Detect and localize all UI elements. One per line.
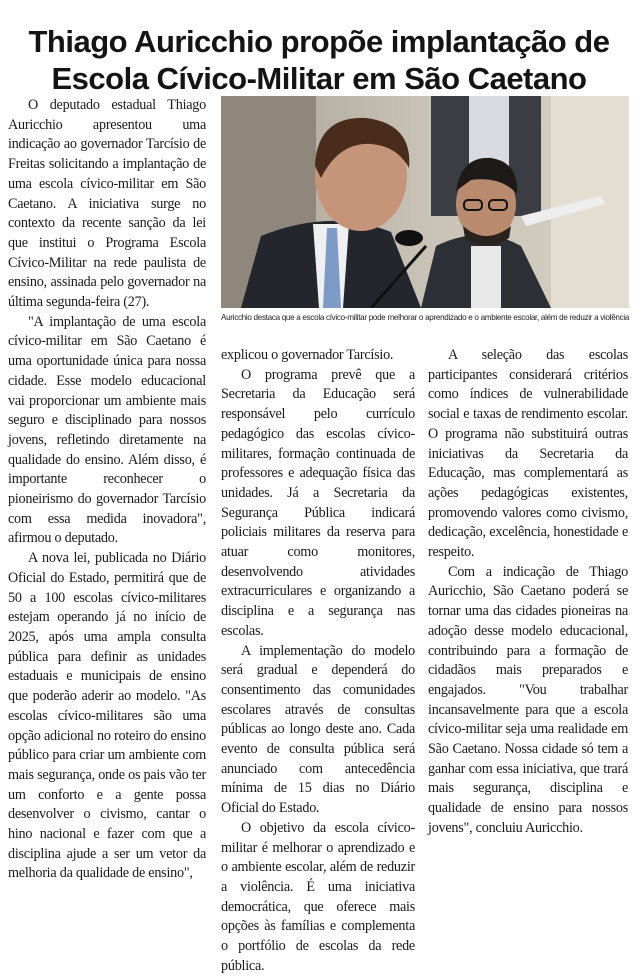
photo-deputy-at-microphone — [221, 96, 629, 308]
photo-caption: Auricchio destaca que a escola cívico-militar pode melhorar o aprendizado e o ambiente escolar, além de reduzir a violência — [221, 313, 630, 322]
article-paragraph: A nova lei, publicada no Diário Oficial do Estado, permitirá que de 50 a 100 escolas cívico-militares estejam operando já no início de 2025, após uma ampla consulta pública para definir as unidades estaduais e municipais de ensino que poderão aderir ao modelo. "As escolas cívico-militares são uma opção adicional no roteiro do ensino público para criar um ambiente com mais segurança, onde os pais vão ter um conforto e a gente possa desenvolver o civismo, cantar o hino nacional e fazer com que a disciplina ajude a ser um vetor da melhoria da qualidade de ensino", — [8, 550, 206, 882]
article-paragraph: O programa prevê que a Secretaria da Educação será responsável pelo currículo pedagógico das escolas cívico-militares, formação continuada de professores e adequação física das unidades. Já a Secretaria da Segurança Pública indicará policiais militares da reserva para atuar como monitores, desenvolvendo atividades extracurriculares e organizando a disciplina e a segurança nas escolas. — [221, 366, 415, 639]
article-paragraph: "A implantação de uma escola cívico-militar em São Caetano é uma oportunidade única para nossa cidade. Esse modelo educacional vai proporcionar um ambiente mais seguro e disciplinado para nossos jovens, refletindo diretamente na qualidade do ensino. Além disso, é importante reconhecer o pioneirismo do governador Tarcísio com essa medida inovadora", afirmou o deputado. — [8, 313, 206, 547]
article-column-1 — [8, 96, 206, 884]
article-paragraph: Com a indicação de Thiago Auricchio, São Caetano poderá se tornar uma das cidades pioneiras na adoção desse modelo educacional, contribuindo para a formação de cidadãos mais preparados e engajados. "Vou trabalhar incansavelmente para que a escola cívico-militar seja uma realidade em São Caetano. Nossa cidade só tem a ganhar com essa iniciativa, que trará mais segurança, disciplina e qualidade de ensino para nossos jovens", concluiu Auricchio. — [428, 563, 628, 836]
article-paragraph: A seleção das escolas participantes considerará critérios como índices de vulnerabilidade social e taxas de rendimento escolar. O programa não substituirá outras iniciativas da Secretaria da Educação, mas complementará as ações pedagógicas existentes, promovendo valores como civismo, dedicação, excelência, honestidade e respeito. — [428, 347, 628, 561]
article-column-3 — [428, 346, 628, 839]
article-paragraph: A implementação do modelo será gradual e dependerá do consentimento das comunidades escolares através de consultas públicas ao longo deste ano. Cada evento de consulta pública será anunciado com antecedência mínima de 15 dias no Diário Oficial do Estado. — [221, 642, 415, 817]
article-column-2 — [221, 346, 415, 977]
article-paragraph: O deputado estadual Thiago Auricchio apresentou uma indicação ao governador Tarcísio de Freitas solicitando a implantação de uma escola cívico-militar em São Caetano. A iniciativa surge no contexto da recente sanção da lei que institui o Programa Escola Cívico-Militar na rede paulista de ensino, assinada pelo governador na última segunda-feira (27). — [8, 97, 206, 311]
article-headline: Thiago Auricchio propõe implantação de Escola Cívico-Militar em São Caetano — [28, 23, 610, 96]
article-paragraph: explicou o governador Tarcísio. — [221, 347, 394, 363]
article-photo — [221, 96, 629, 308]
article-paragraph: O objetivo da escola cívico-militar é melhorar o aprendizado e o ambiente escolar, além de reduzir a violência. É uma iniciativa democrática, que oferece mais opções às famílias e complementa o portfólio de escolas da rede pública. — [221, 819, 415, 974]
